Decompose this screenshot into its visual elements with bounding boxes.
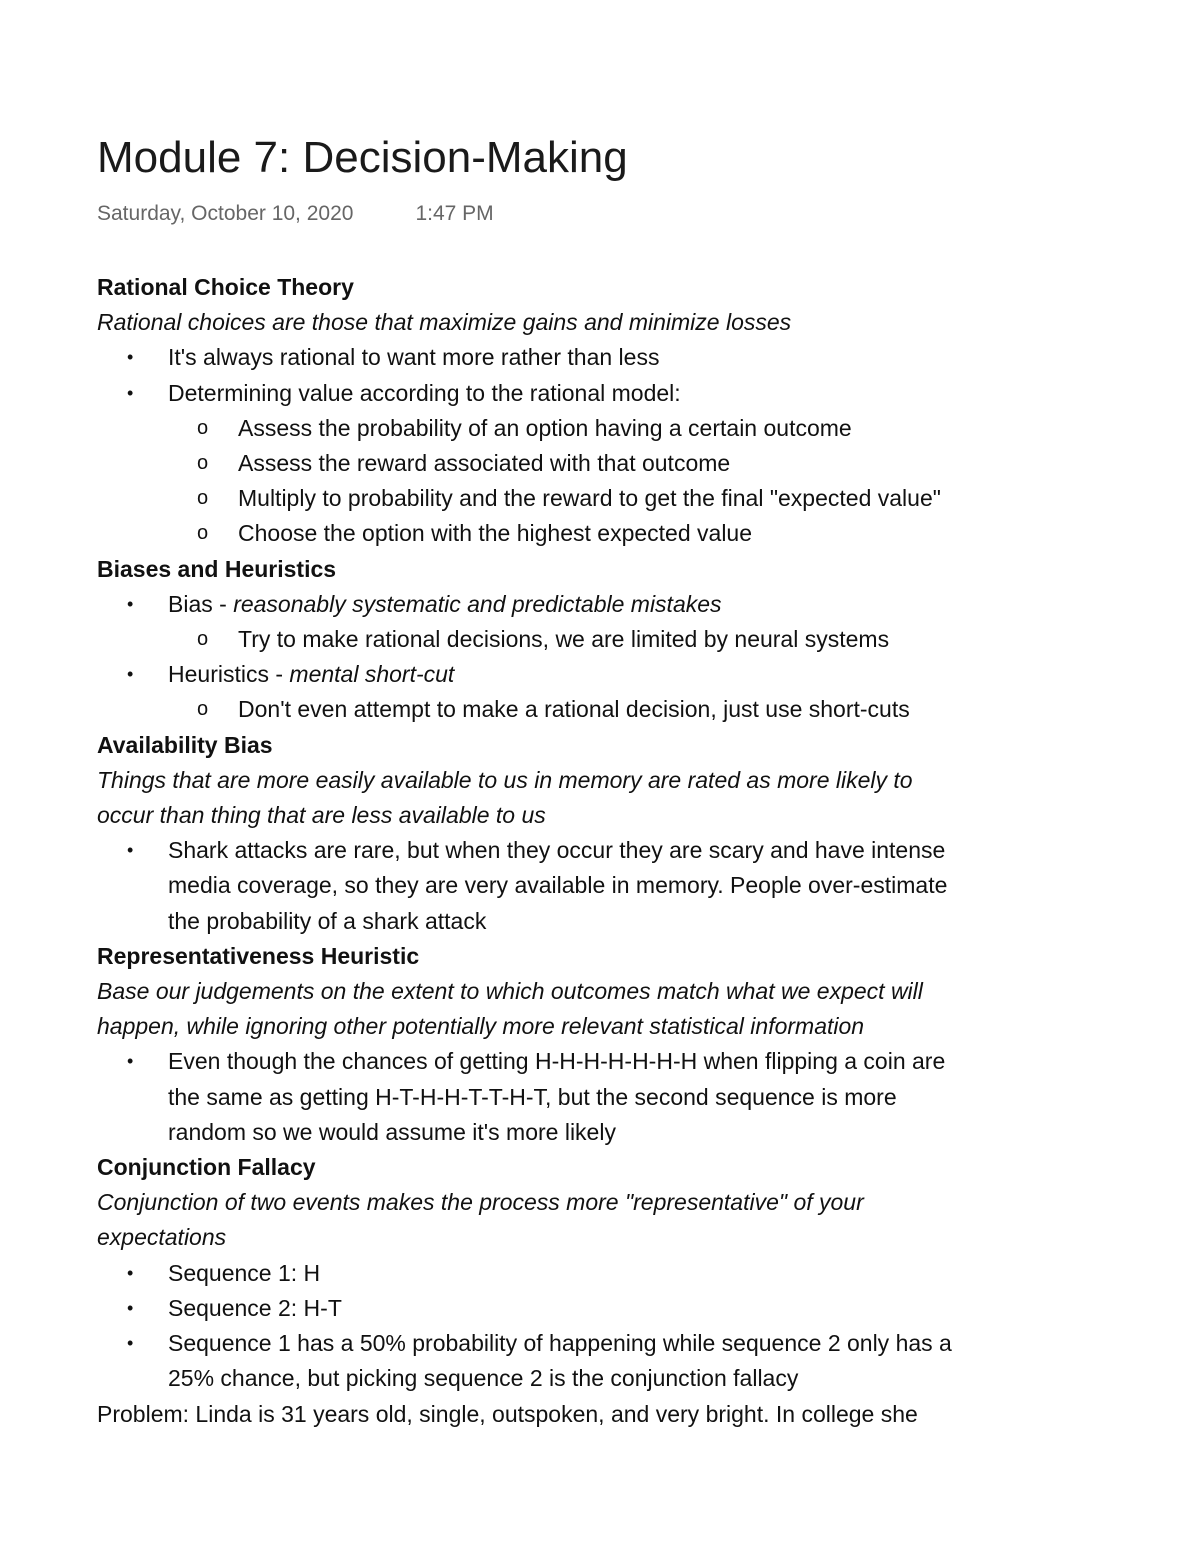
list-item-text-line: random so we would assume it's more likely [168, 1118, 616, 1145]
sub-list-item [97, 446, 1107, 481]
bullet-icon: • [127, 664, 134, 685]
list-item-text: Sequence 2: H-T [168, 1294, 342, 1321]
definition-availability-line-1: Things that are more easily available to us in memory are rated as more likely to [97, 766, 913, 793]
list-item-text-line: 25% chance, but picking sequence 2 is the conjunction fallacy [168, 1365, 799, 1392]
list-item [97, 833, 1107, 939]
definition-conjunction-line-1: Conjunction of two events makes the process more "representative" of your [97, 1189, 864, 1216]
circle-bullet-icon: o [197, 416, 209, 439]
list-item-text: It's always rational to want more rather than less [168, 344, 660, 371]
definition-availability-line-2: occur than thing that are less available to us [97, 802, 546, 829]
note-page [97, 130, 1107, 1432]
definition-conjunction-line-2: expectations [97, 1224, 227, 1251]
note-time: 1:47 PM [415, 202, 494, 225]
sub-list-item [97, 516, 1107, 551]
sub-list-heuristics [97, 692, 1107, 727]
list-item-text-line: the same as getting H-T-H-H-T-T-H-T, but the second sequence is more [168, 1083, 897, 1110]
note-metadata [97, 200, 1107, 228]
bullet-icon: • [127, 1333, 134, 1354]
circle-bullet-icon: o [197, 522, 209, 545]
section-heading-conjunction: Conjunction Fallacy [97, 1154, 316, 1181]
definition-bias: reasonably systematic and predictable mistakes [233, 590, 722, 617]
list-item-text-line: Sequence 1 has a 50% probability of happening while sequence 2 only has a [168, 1330, 952, 1357]
term-bias: Bias - [168, 590, 234, 617]
section-heading-rational-choice: Rational Choice Theory [97, 274, 354, 300]
list-item-text-line: media coverage, so they are very available in memory. People over-estimate [168, 872, 948, 899]
bullet-icon: • [127, 1262, 134, 1283]
definition-heuristics: mental short-cut [289, 661, 455, 688]
bullet-icon: • [127, 347, 134, 368]
bullet-list-availability [97, 833, 1107, 939]
list-item [97, 376, 1107, 411]
bullet-list-conjunction [97, 1256, 1107, 1397]
page-title: Module 7: Decision-Making [97, 133, 628, 182]
sub-list-item [97, 481, 1107, 516]
bullet-icon: • [127, 840, 134, 861]
problem-statement: Problem: Linda is 31 years old, single, outspoken, and very bright. In college she [97, 1400, 918, 1427]
list-item-text-line: Shark attacks are rare, but when they occur they are scary and have intense [168, 837, 946, 864]
circle-bullet-icon: o [197, 452, 209, 475]
bullet-icon: • [127, 1297, 134, 1318]
list-item [97, 1044, 1107, 1150]
bullet-list-heuristics [97, 657, 1107, 692]
section-heading-biases: Biases and Heuristics [97, 555, 337, 582]
sub-list-item-text: Try to make rational decisions, we are limited by neural systems [238, 626, 890, 653]
list-item-text: Sequence 1: H [168, 1259, 321, 1286]
term-heuristics: Heuristics - [168, 661, 290, 688]
list-item [97, 587, 1107, 622]
bullet-list-representativeness [97, 1044, 1107, 1150]
section-heading-availability: Availability Bias [97, 731, 273, 758]
list-item-text-line: the probability of a shark attack [168, 907, 487, 934]
section-heading-representativeness: Representativeness Heuristic [97, 942, 420, 969]
list-item [97, 340, 1107, 375]
sub-list-item [97, 622, 1107, 657]
bullet-icon: • [127, 382, 134, 403]
list-item [97, 1291, 1107, 1326]
bullet-icon: • [127, 1051, 134, 1072]
circle-bullet-icon: o [197, 698, 209, 721]
bullet-icon: • [127, 593, 134, 614]
list-item [97, 1256, 1107, 1291]
bullet-list-biases [97, 587, 1107, 622]
list-item-text-line: Even though the chances of getting H-H-H-H-H-H-H when flipping a coin are [168, 1048, 946, 1075]
sub-list-item [97, 692, 1107, 727]
sub-list-item-text: Assess the reward associated with that outcome [238, 450, 731, 477]
circle-bullet-icon: o [197, 628, 209, 651]
note-body [97, 270, 1107, 1432]
definition-representativeness-line-2: happen, while ignoring other potentially more relevant statistical information [97, 1013, 865, 1040]
note-date: Saturday, October 10, 2020 [97, 202, 354, 225]
sub-list-item-text: Don't even attempt to make a rational decision, just use short-cuts [238, 696, 910, 723]
list-item [97, 657, 1107, 692]
definition-rational-choice: Rational choices are those that maximize gains and minimize losses [97, 309, 792, 336]
definition-representativeness-line-1: Base our judgements on the extent to which outcomes match what we expect will [97, 978, 923, 1005]
sub-list-bias [97, 622, 1107, 657]
list-item [97, 1326, 1107, 1396]
circle-bullet-icon: o [197, 487, 209, 510]
sub-list-item-text: Assess the probability of an option having a certain outcome [238, 414, 852, 441]
sub-list-item [97, 411, 1107, 446]
list-item-text: Determining value according to the rational model: [168, 379, 681, 406]
sub-list-item-text: Choose the option with the highest expected value [238, 520, 753, 547]
sub-list-item-text: Multiply to probability and the reward to get the final "expected value" [238, 485, 941, 512]
sub-list-rational-model [97, 411, 1107, 552]
bullet-list-rational-choice [97, 340, 1107, 410]
